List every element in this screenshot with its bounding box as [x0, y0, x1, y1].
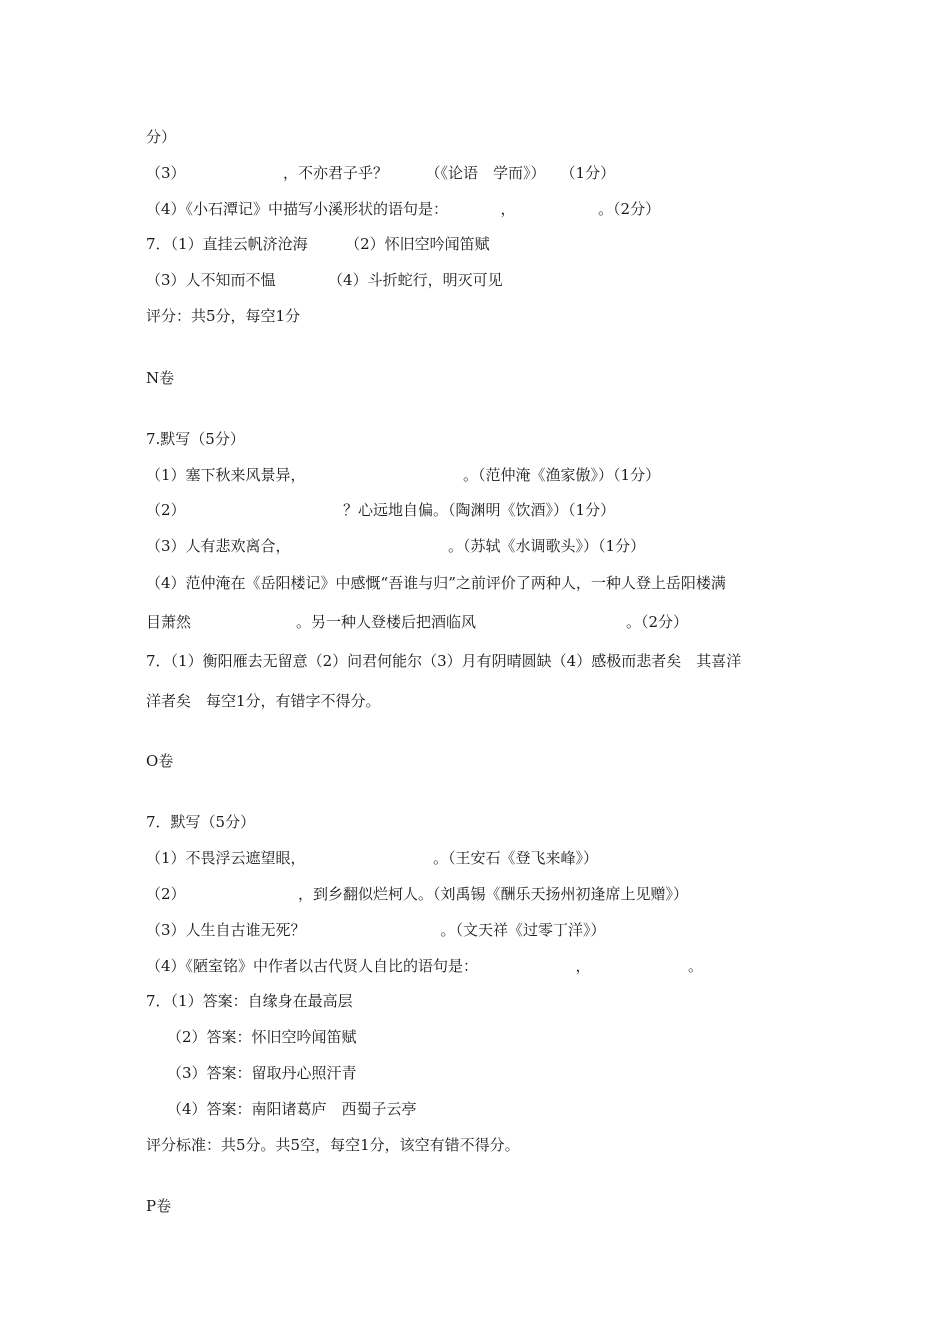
text-line: （2） ，到乡翻似烂柯人。（刘禹锡《酬乐天扬州初逢席上见赠》） — [146, 885, 689, 903]
scoring-line: 评分标准：共5分。共5空，每空1分，该空有错不得分。 — [146, 1136, 520, 1154]
question-heading: 7．默写（5分） — [146, 813, 256, 831]
section-heading: N卷 — [146, 369, 175, 387]
text-line: （3）人不知而不愠 （4）斗折蛇行，明灭可见 — [146, 271, 503, 289]
text-line: （1）塞下秋来风景异， 。（范仲淹《渔家傲》）（1分） — [146, 466, 661, 484]
text-line: 评分：共5分，每空1分 — [146, 307, 301, 325]
text-line: 目萧然 。另一种人登楼后把酒临风 。（2分） — [146, 613, 689, 631]
answer-line: 7．（1）答案：自缘身在最高层 — [146, 992, 353, 1010]
answer-line: 7．（1）衡阳雁去无留意（2）问君何能尔（3）月有阴晴圆缺（4）感极而悲者矣 其喜洋 — [146, 652, 742, 670]
section-heading: O卷 — [146, 752, 174, 770]
text-line: 分） — [146, 128, 177, 146]
text-line: 7．（1）直挂云帆济沧海 （2）怀旧空吟闻笛赋 — [146, 235, 490, 253]
text-line: （2） ？心远地自偏。（陶渊明《饮酒》）（1分） — [146, 501, 616, 519]
answer-line: 洋者矣 每空1分，有错字不得分。 — [146, 692, 381, 710]
answer-line: （3）答案：留取丹心照汗青 — [167, 1064, 357, 1082]
text-line: （4）《陋室铭》中作者以古代贤人自比的语句是： ， 。 — [146, 957, 704, 975]
answer-line: （2）答案：怀旧空吟闻笛赋 — [167, 1028, 357, 1046]
section-heading: P卷 — [146, 1197, 172, 1215]
text-line: （3）人生自古谁无死？ 。（文天祥《过零丁洋》） — [146, 921, 606, 939]
answer-line: （4）答案：南阳诸葛庐 西蜀子云亭 — [167, 1100, 417, 1118]
text-line: （4）《小石潭记》中描写小溪形状的语句是： ， 。（2分） — [146, 200, 661, 218]
text-line: （3） ，不亦君子乎？ （《论语 学而》） （1分） — [146, 164, 616, 182]
text-line: （1）不畏浮云遮望眼， 。（王安石《登飞来峰》） — [146, 849, 599, 867]
text-line: （4）范仲淹在《岳阳楼记》中感慨“吾谁与归”之前评价了两种人，一种人登上岳阳楼满 — [146, 574, 726, 592]
question-heading: 7.默写（5分） — [146, 430, 245, 448]
text-line: （3）人有悲欢离合， 。（苏轼《水调歌头》）（1分） — [146, 537, 646, 555]
